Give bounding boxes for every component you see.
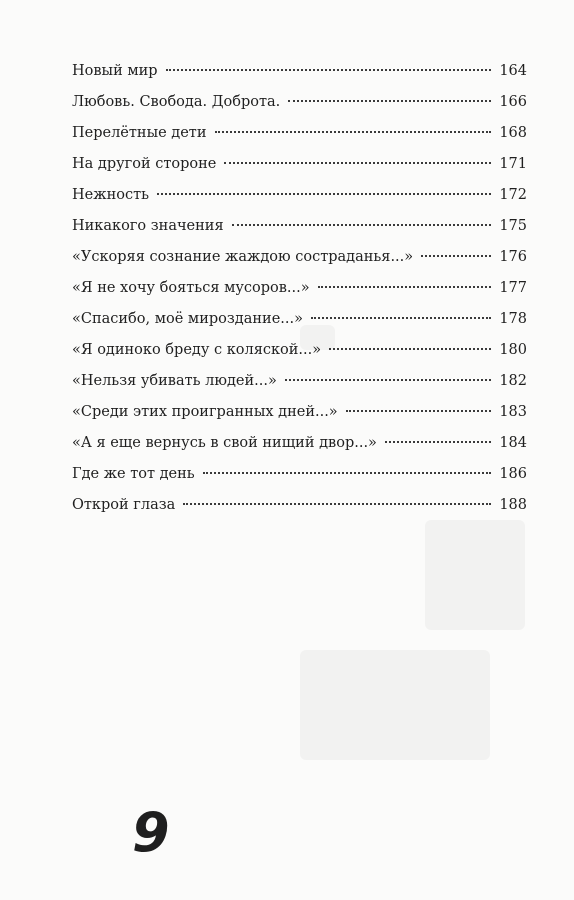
toc-entry <box>72 211 527 242</box>
toc-entry-title: Новый мир <box>72 63 158 79</box>
toc-entry <box>72 459 527 490</box>
toc-entry-title: «Я одиноко бреду с коляской...» <box>72 342 322 358</box>
toc-entry <box>72 242 527 273</box>
toc-leader-dots <box>385 441 491 443</box>
toc-entry-title: «Нельзя убивать людей...» <box>72 373 277 389</box>
toc-entry-page: 184 <box>499 435 527 451</box>
toc-leader-dots <box>203 472 491 474</box>
toc-entry <box>72 273 527 304</box>
toc-entry <box>72 366 527 397</box>
toc-entry-title: Перелётные дети <box>72 125 207 141</box>
toc-entry-title: Любовь. Свобода. Доброта. <box>72 94 281 110</box>
toc-entry <box>72 490 527 521</box>
toc-entry-title: «Среди этих проигранных дней...» <box>72 404 338 420</box>
toc-entry-page: 188 <box>499 497 527 513</box>
toc-entry <box>72 56 527 87</box>
table-of-contents <box>72 56 527 521</box>
toc-entry-title: «А я еще вернусь в свой нищий двор...» <box>72 435 377 451</box>
toc-leader-dots <box>421 255 491 257</box>
toc-entry-page: 183 <box>499 404 527 420</box>
toc-leader-dots <box>311 317 491 319</box>
toc-leader-dots <box>157 193 491 195</box>
toc-entry-page: 182 <box>499 373 527 389</box>
toc-entry <box>72 180 527 211</box>
toc-entry-page: 177 <box>499 280 527 296</box>
toc-leader-dots <box>288 100 491 102</box>
toc-leader-dots <box>224 162 491 164</box>
toc-entry-page: 166 <box>499 94 527 110</box>
toc-entry-page: 175 <box>499 218 527 234</box>
page-number: 9 <box>132 801 170 864</box>
toc-leader-dots <box>329 348 491 350</box>
toc-entry-title: «Я не хочу бояться мусоров...» <box>72 280 310 296</box>
toc-entry-page: 171 <box>499 156 527 172</box>
toc-entry-page: 168 <box>499 125 527 141</box>
toc-entry-title: «Ускоряя сознание жаждою состраданья...» <box>72 249 414 265</box>
toc-entry-title: На другой стороне <box>72 156 217 172</box>
toc-entry-title: Открой глаза <box>72 497 176 513</box>
toc-entry-page: 176 <box>499 249 527 265</box>
toc-leader-dots <box>318 286 491 288</box>
toc-entry <box>72 397 527 428</box>
toc-entry <box>72 149 527 180</box>
toc-leader-dots <box>215 131 492 133</box>
toc-entry-title: Никакого значения <box>72 218 224 234</box>
toc-leader-dots <box>285 379 491 381</box>
toc-entry-title: Где же тот день <box>72 466 195 482</box>
toc-leader-dots <box>166 69 491 71</box>
toc-entry-page: 178 <box>499 311 527 327</box>
show-through-mark <box>300 650 490 760</box>
toc-entry-page: 186 <box>499 466 527 482</box>
toc-entry <box>72 87 527 118</box>
toc-entry <box>72 335 527 366</box>
toc-leader-dots <box>183 503 491 505</box>
toc-entry-page: 172 <box>499 187 527 203</box>
toc-entry <box>72 428 527 459</box>
toc-entry-title: «Спасибо, моё мироздание...» <box>72 311 303 327</box>
toc-entry <box>72 304 527 335</box>
toc-leader-dots <box>232 224 491 226</box>
toc-entry <box>72 118 527 149</box>
show-through-mark <box>425 520 525 630</box>
toc-entry-title: Нежность <box>72 187 149 203</box>
toc-entry-page: 180 <box>499 342 527 358</box>
toc-leader-dots <box>346 410 491 412</box>
toc-entry-page: 164 <box>499 63 527 79</box>
